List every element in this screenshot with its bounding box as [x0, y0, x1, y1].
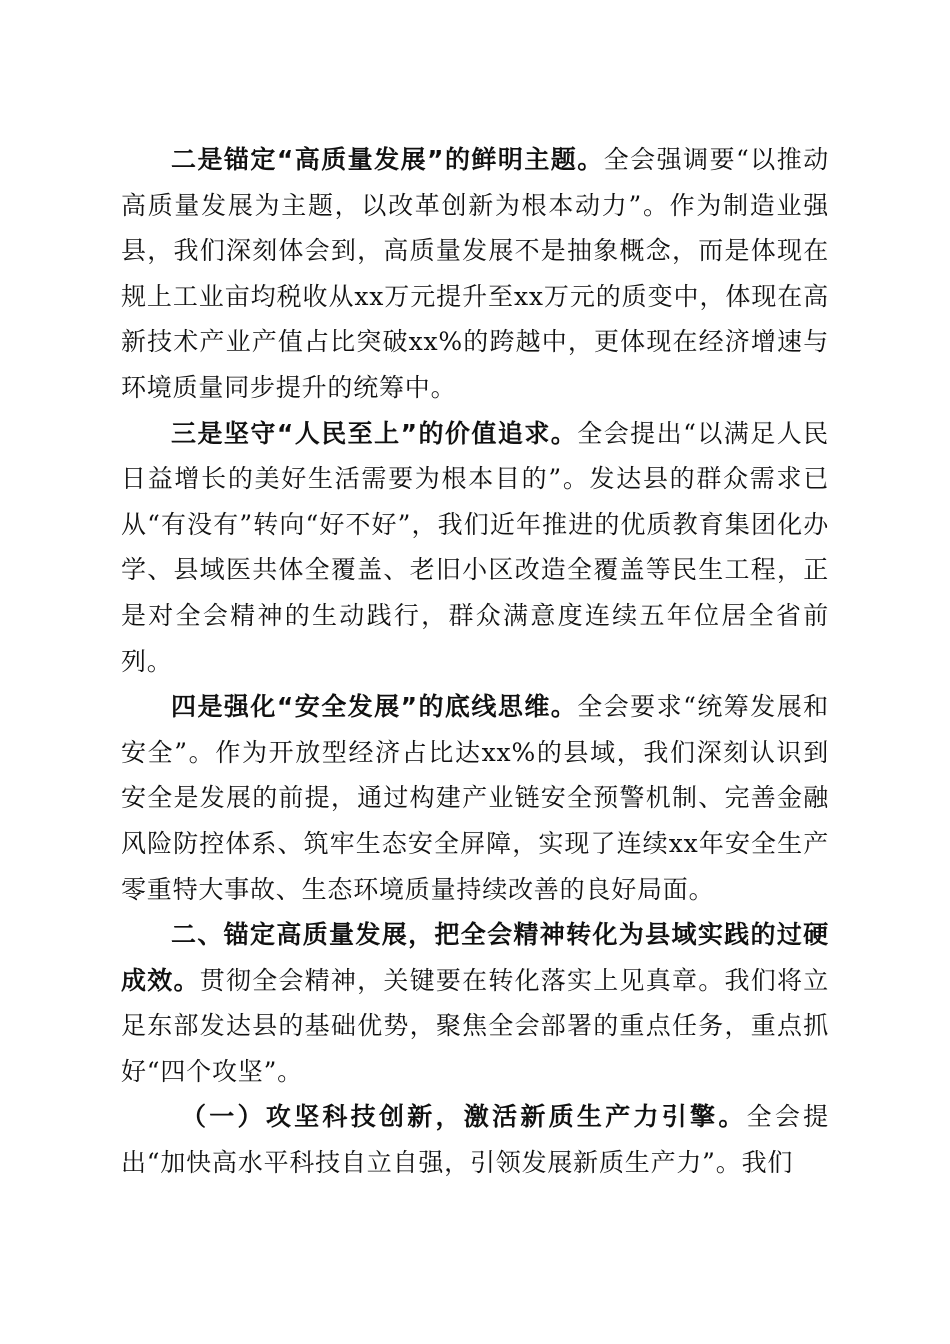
paragraph-lead: 二是锚定“高质量发展”的鲜明主题。 [171, 145, 604, 174]
paragraph-body: 贯彻全会精神，关键要在转化落实上见真章。我们将立足东部发达县的基础优势，聚焦全会部署的重点任务，重点抓好“四个攻坚”。 [121, 965, 829, 1086]
paragraph-safe-development [121, 684, 829, 912]
paragraph-lead: 四是强化“安全发展”的底线思维。 [171, 692, 578, 722]
paragraph-people-first [121, 411, 829, 685]
subsection-title: （一）攻坚科技创新，激活新质生产力引擎。 [181, 1102, 747, 1132]
paragraph-body: 全会强调要“以推动高质量发展为主题，以改革创新为根本动力”。作为制造业强县，我们深刻体会到，高质量发展不是抽象概念，而是体现在规上工业亩均税收从xx万元提升至xx万元的质变中，体现在高新技术产业产值占比突破xx%的跨越中，更体现在经济增速与环境质量同步提升的统筹中。 [121, 145, 829, 402]
subsection-tech-innovation [121, 1094, 829, 1185]
paragraph-theme-high-quality [121, 137, 829, 411]
paragraph-body: 全会提出“以满足人民日益增长的美好生活需要为根本目的”。发达县的群众需求已从“有没有”转向“好不好”，我们近年推进的优质教育集团化办学、县域医共体全覆盖、老旧小区改造全覆盖等民生工程，正是对全会精神的生动践行，群众满意度连续五年位居全省前列。 [121, 418, 829, 676]
paragraph-lead: 三是坚守“人民至上”的价值追求。 [171, 418, 578, 448]
section-heading-two [121, 912, 829, 1094]
section-heading-title: 二、锚定高质量发展，把全会精神转化为县域实践的过硬成效。 [121, 920, 829, 995]
paragraph-body: 全会提出“加快高水平科技自立自强，引领发展新质生产力”。我们 [121, 1102, 829, 1178]
paragraph-body: 全会要求“统筹发展和安全”。作为开放型经济占比达xx%的县域，我们深刻认识到安全是发展的前提，通过构建产业链安全预警机制、完善金融风险防控体系、筑牢生态安全屏障，实现了连续xx年安全生产零重特大事故、生态环境质量持续改善的良好局面。 [121, 692, 829, 904]
document-body [121, 137, 829, 1186]
